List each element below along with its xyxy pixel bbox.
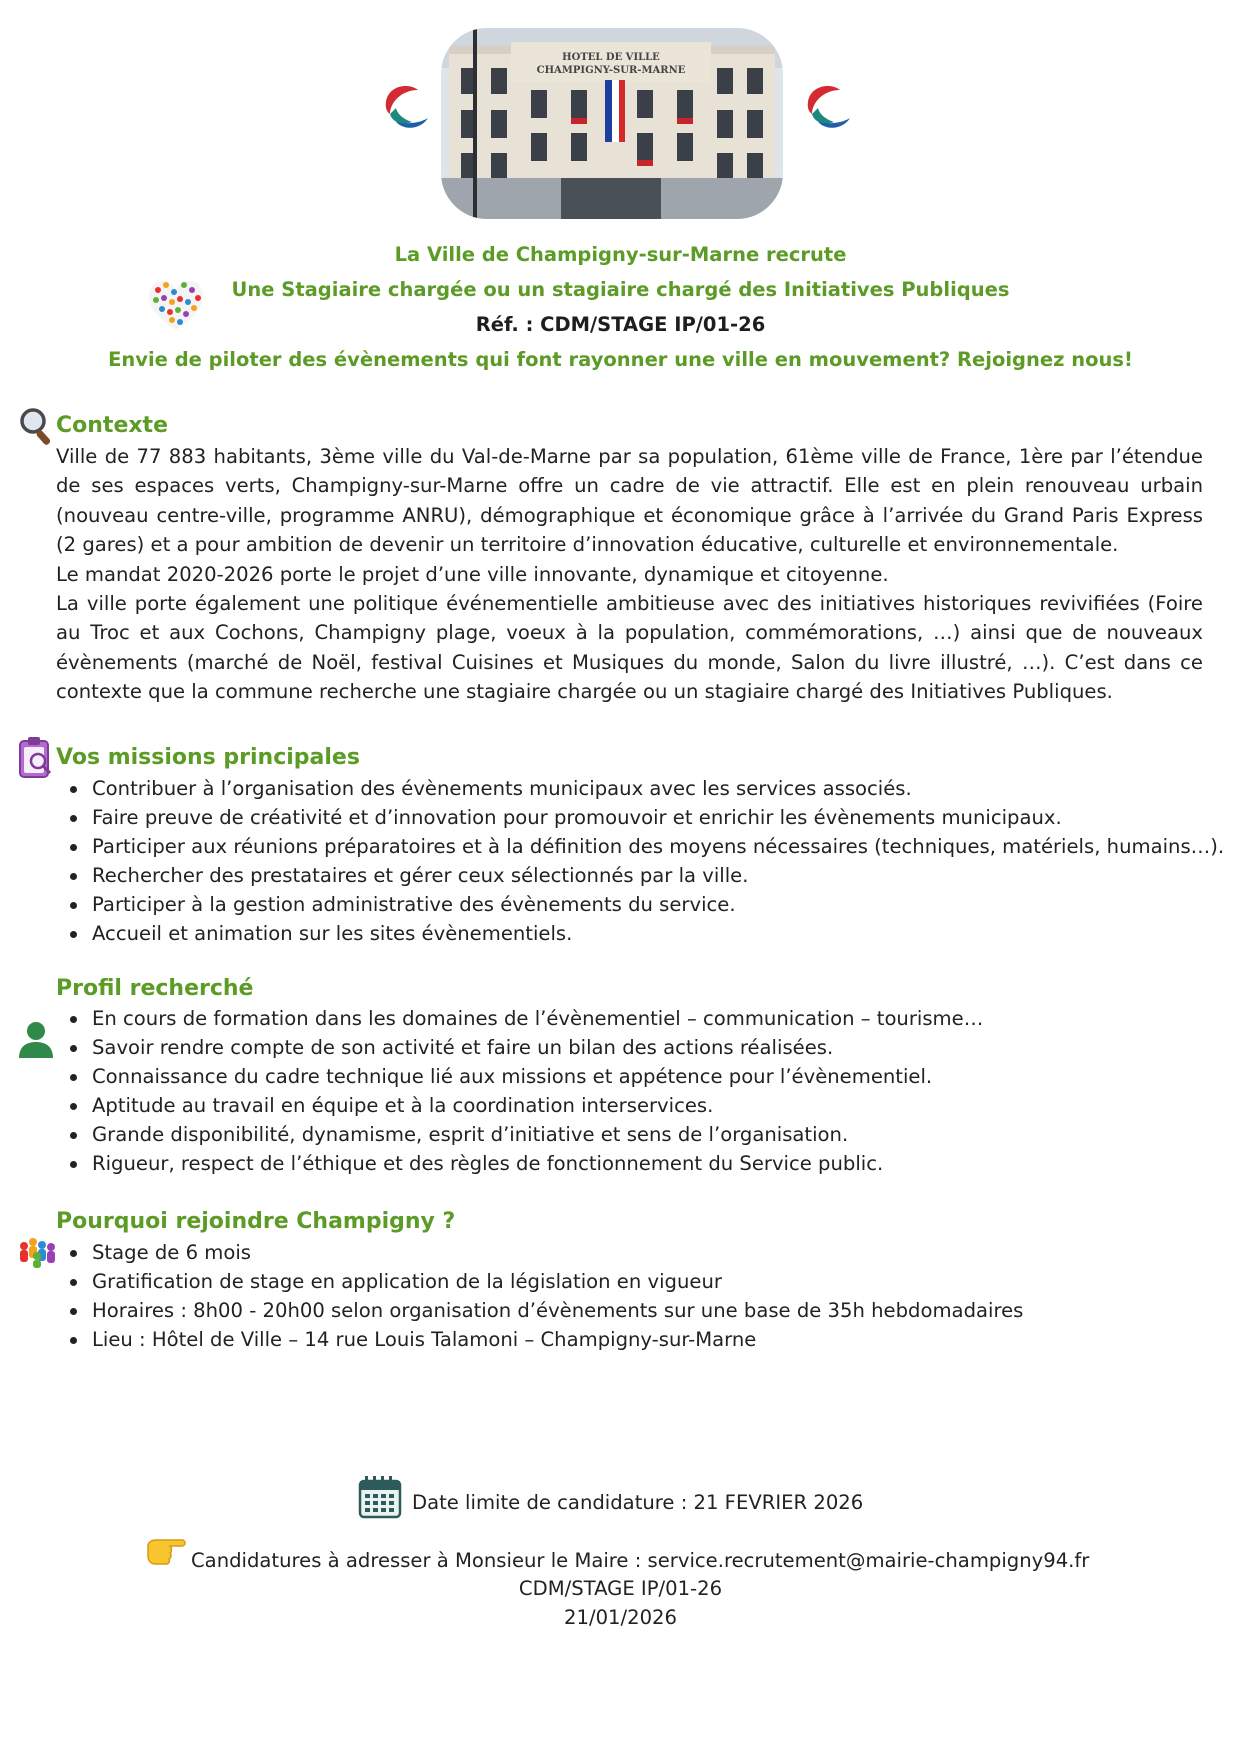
list-item: Gratification de stage en application de la législation en vigueur [70, 1267, 1023, 1296]
header-line2: Une Stagiaire chargée ou un stagiaire chargé des Initiatives Publiques [231, 278, 1010, 301]
list-item: Rechercher des prestataires et gérer ceux sélectionnés par la ville. [70, 861, 1224, 890]
list-item: Aptitude au travail en équipe et à la coordination interservices. [70, 1091, 983, 1120]
list-item: Connaissance du cadre technique lié aux missions et appétence pour l’évènementiel. [70, 1062, 983, 1091]
profil-list [70, 1004, 983, 1178]
tagline: Envie de piloter des évènements qui font rayonner une ville en mouvement? Rejoignez nous! [108, 348, 1133, 371]
apply-instructions: Candidatures à adresser à Monsieur le Maire : service.recrutement@mairie-champigny94.fr [191, 1549, 1090, 1572]
missions-list [70, 774, 1224, 948]
list-item: Participer aux réunions préparatoires et à la définition des moyens nécessaires (techniques, matériels, humains…). [70, 832, 1224, 861]
list-item: En cours de formation dans les domaines de l’évènementiel – communication – tourisme… [70, 1004, 983, 1033]
team-icon [16, 1236, 58, 1268]
header-line1: La Ville de Champigny-sur-Marne recrute [394, 243, 847, 266]
magnifier-icon [18, 406, 56, 448]
list-item: Participer à la gestion administrative des évènements du service. [70, 890, 1224, 919]
list-item: Rigueur, respect de l’éthique et des règles de fonctionnement du Service public. [70, 1149, 983, 1178]
list-item: Savoir rendre compte de son activité et faire un bilan des actions réalisées. [70, 1033, 983, 1062]
footer-date: 21/01/2026 [564, 1606, 677, 1629]
section-title-profil: Profil recherché [56, 976, 254, 1001]
pointing-hand-icon [144, 1532, 188, 1568]
section-title-contexte: Contexte [56, 413, 168, 438]
list-item: Stage de 6 mois [70, 1238, 1023, 1267]
calendar-icon [358, 1475, 402, 1519]
logo-right-icon [800, 78, 858, 136]
section-title-missions: Vos missions principales [56, 745, 360, 770]
logo-left-icon [378, 78, 436, 136]
list-item: Lieu : Hôtel de Ville – 14 rue Louis Talamoni – Champigny-sur-Marne [70, 1325, 1023, 1354]
deadline: Date limite de candidature : 21 FEVRIER 2026 [412, 1491, 864, 1514]
contexte-paragraph: Le mandat 2020-2026 porte le projet d’une ville innovante, dynamique et citoyenne. [56, 562, 889, 586]
contexte-text [56, 442, 1203, 707]
photo-sign-line1: HOTEL DE VILLE [562, 52, 660, 63]
person-icon [17, 1020, 55, 1060]
list-item: Horaires : 8h00 - 20h00 selon organisation d’évènements sur une base de 35h hebdomadaires [70, 1296, 1023, 1325]
contexte-paragraph: La ville porte également une politique événementielle ambitieuse avec des initiatives historiques revivifiées (Foire au Troc et aux Cochons, Champigny plage, voeux à la population, commémorations, …) ainsi que de nouveaux évènements (marché de Noël, festival Cuisines et Musiques du monde, Salon du livre illustré, …). C’est dans ce contexte que la commune recherche une stagiaire chargée ou un stagiaire chargé des Initiatives Publiques. [56, 592, 1203, 704]
section-title-pourquoi: Pourquoi rejoindre Champigny ? [56, 1209, 456, 1234]
list-item: Contribuer à l’organisation des évènements municipaux avec les services associés. [70, 774, 1224, 803]
list-item: Faire preuve de créativité et d’innovation pour promouvoir et enrichir les évènements municipaux. [70, 803, 1224, 832]
pourquoi-list [70, 1238, 1023, 1354]
footer-reference: CDM/STAGE IP/01-26 [518, 1577, 723, 1600]
list-item: Grande disponibilité, dynamisme, esprit d’initiative et sens de l’organisation. [70, 1120, 983, 1149]
photo-sign-line2: CHAMPIGNY-SUR-MARNE [536, 65, 686, 76]
contexte-paragraph: Ville de 77 883 habitants, 3ème ville du Val-de-Marne par sa population, 61ème ville de France, 1ère par l’étendue de ses espaces verts, Champigny-sur-Marne offre un cadre de vie attractif. Elle est en plein renouveau urbain (nouveau centre-ville, programme ANRU), démographique et économique grâce à l’arrivée du Grand Paris Express (2 gares) et a pour ambition de devenir un territoire d’innovation éducative, culturelle et environnementale. [56, 445, 1203, 557]
town-hall-photo [441, 28, 783, 219]
list-item: Accueil et animation sur les sites évènementiels. [70, 919, 1224, 948]
clipboard-icon [16, 735, 56, 779]
reference: Réf. : CDM/STAGE IP/01-26 [475, 313, 766, 336]
